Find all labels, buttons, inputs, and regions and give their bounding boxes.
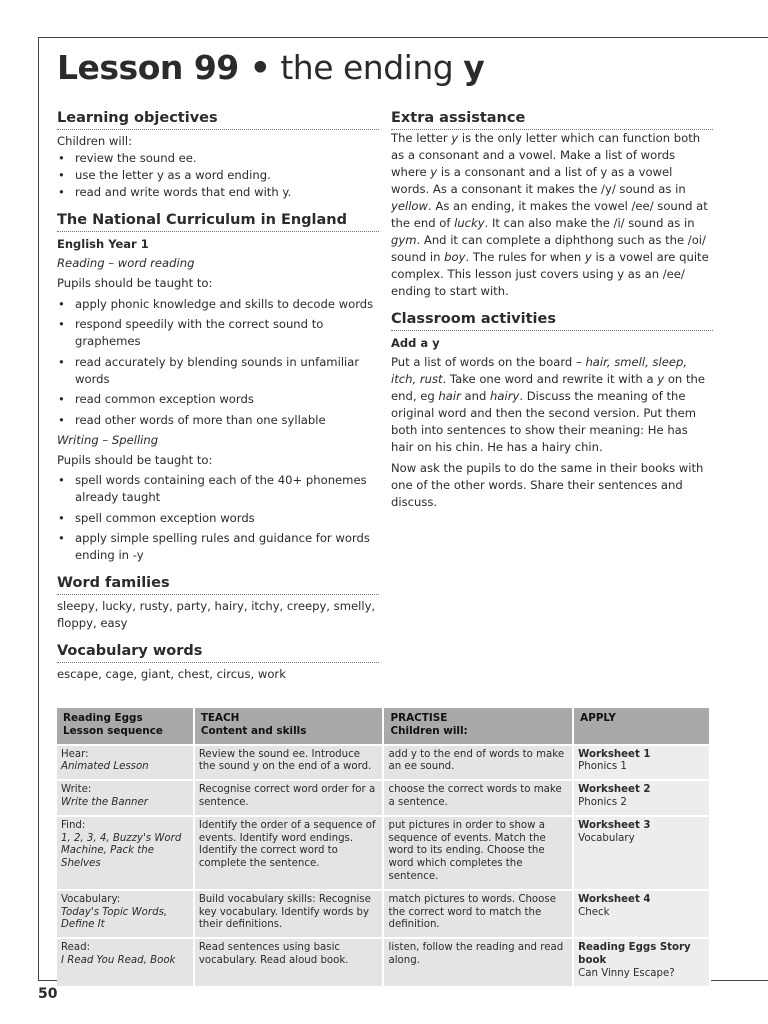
- apply-cell: Worksheet 2 Phonics 2: [573, 780, 710, 816]
- lesson-number: Lesson 99 •: [57, 48, 271, 87]
- list-item: • spell common exception words: [57, 510, 379, 527]
- writing-label: Writing – Spelling: [57, 432, 159, 447]
- page-title: [57, 48, 484, 87]
- teach-cell: Build vocabulary skills: Recognise key vocabulary. Identify words by their definitions.: [194, 890, 384, 938]
- list-item: • spell words containing each of the 40+ phonemes already taught: [57, 472, 379, 506]
- header-apply: APPLY: [573, 708, 710, 745]
- writing-intro: Pupils should be taught to:: [57, 452, 213, 467]
- list-item: • respond speedily with the correct sound to graphemes: [57, 316, 379, 350]
- apply-cell: Reading Eggs Story book Can Vinny Escape?: [573, 938, 710, 985]
- activity-text-2: Now ask the pupils to do the same in their books with one of the other words. Share their sentences and discuss.: [391, 461, 704, 509]
- vocabulary-text: escape, cage, giant, chest, circus, work: [57, 667, 286, 681]
- table-header-row: [57, 708, 710, 745]
- word-families-heading: Word families: [57, 575, 379, 595]
- header-practise: PRACTISE Children will:: [383, 708, 573, 745]
- apply-cell: Worksheet 1 Phonics 1: [573, 745, 710, 781]
- teach-cell: Identify the order of a sequence of events. Identify word endings. Identify the correct word to complete the sentence.: [194, 816, 384, 890]
- reading-list: [57, 296, 379, 429]
- list-item: • review the sound ee.: [57, 150, 379, 167]
- objectives-intro: Children will:: [57, 134, 132, 148]
- sequence-cell: Vocabulary: Today's Topic Words, Define It: [57, 890, 194, 938]
- word-families-text: sleepy, lucky, rusty, party, hairy, itchy, creepy, smelly, floppy, easy: [57, 599, 376, 630]
- table-row: [57, 816, 710, 890]
- teach-cell: Recognise correct word order for a sentence.: [194, 780, 384, 816]
- practise-cell: add y to the end of words to make an ee sound.: [383, 745, 573, 781]
- right-column: [391, 110, 713, 511]
- extra-assistance-heading: Extra assistance: [391, 110, 713, 130]
- header-teach: TEACH Content and skills: [194, 708, 384, 745]
- curriculum-year: English Year 1: [57, 237, 149, 251]
- list-item: • apply simple spelling rules and guidance for words ending in -y: [57, 530, 379, 564]
- curriculum-heading: The National Curriculum in England: [57, 212, 379, 232]
- classroom-activities-heading: Classroom activities: [391, 311, 713, 331]
- list-item: • use the letter y as a word ending.: [57, 167, 379, 184]
- practise-cell: put pictures in order to show a sequence of events. Match the word to its ending. Choose the word which completes the sentence.: [383, 816, 573, 890]
- table-row: [57, 890, 710, 938]
- list-item: • read common exception words: [57, 391, 379, 408]
- practise-cell: match pictures to words. Choose the correct word to match the definition.: [383, 890, 573, 938]
- left-column: [57, 110, 379, 683]
- list-item: • apply phonic knowledge and skills to decode words: [57, 296, 379, 313]
- apply-cell: Worksheet 3 Vocabulary: [573, 816, 710, 890]
- table-row: [57, 780, 710, 816]
- sequence-cell: Write: Write the Banner: [57, 780, 194, 816]
- page-number: 50: [38, 986, 58, 1002]
- table-row: [57, 745, 710, 781]
- teach-cell: Review the sound ee. Introduce the sound y on the end of a word.: [194, 745, 384, 781]
- teach-cell: Read sentences using basic vocabulary. Read aloud book.: [194, 938, 384, 985]
- reading-label: Reading – word reading: [57, 256, 195, 270]
- objectives-list: [57, 150, 379, 201]
- activity-text: Put a list of words on the board – hair, smell, sleep, itch, rust. Take one word and rewrite it with a y on the end, eg hair and hairy. Discuss the meaning of the original word and then the second version. Put them both into sentences to show their meaning: He has hair on his chin. He has a hairy chin.: [391, 355, 705, 454]
- practise-cell: choose the correct words to make a sentence.: [383, 780, 573, 816]
- sequence-cell: Read: I Read You Read, Book: [57, 938, 194, 985]
- list-item: • read other words of more than one syllable: [57, 412, 379, 429]
- vocabulary-heading: Vocabulary words: [57, 643, 379, 663]
- list-item: • read accurately by blending sounds in unfamiliar words: [57, 354, 379, 388]
- list-item: • read and write words that end with y.: [57, 184, 379, 201]
- lesson-sequence-table: [57, 708, 711, 986]
- apply-cell: Worksheet 4 Check: [573, 890, 710, 938]
- lesson-topic: the ending: [270, 48, 464, 87]
- header-reading-eggs: Reading Eggs Lesson sequence: [57, 708, 194, 745]
- practise-cell: listen, follow the reading and read along.: [383, 938, 573, 985]
- learning-objectives-heading: Learning objectives: [57, 110, 379, 130]
- sequence-cell: Hear: Animated Lesson: [57, 745, 194, 781]
- lesson-letter: y: [463, 48, 485, 87]
- extra-assistance-text: The letter y is the only letter which can function both as a consonant and a vowel. Make a list of words where y is a consonant and a list of y as a vowel words. As a consonant it makes the /y/ sound as in yellow. As an ending, it makes the vowel /ee/ sound at the end of lucky. It can also make the /i/ sound as in gym. And it can complete a diphthong such as the /oi/ sound in boy. The rules for when y is a vowel are quite complex. This lesson just covers using y as an /ee/ ending to start with.: [391, 131, 709, 298]
- table-row: [57, 938, 710, 985]
- reading-intro: Pupils should be taught to:: [57, 276, 213, 290]
- activity-subheading: Add a y: [391, 336, 440, 350]
- writing-list: [57, 472, 379, 564]
- sequence-cell: Find: 1, 2, 3, 4, Buzzy's Word Machine, Pack the Shelves: [57, 816, 194, 890]
